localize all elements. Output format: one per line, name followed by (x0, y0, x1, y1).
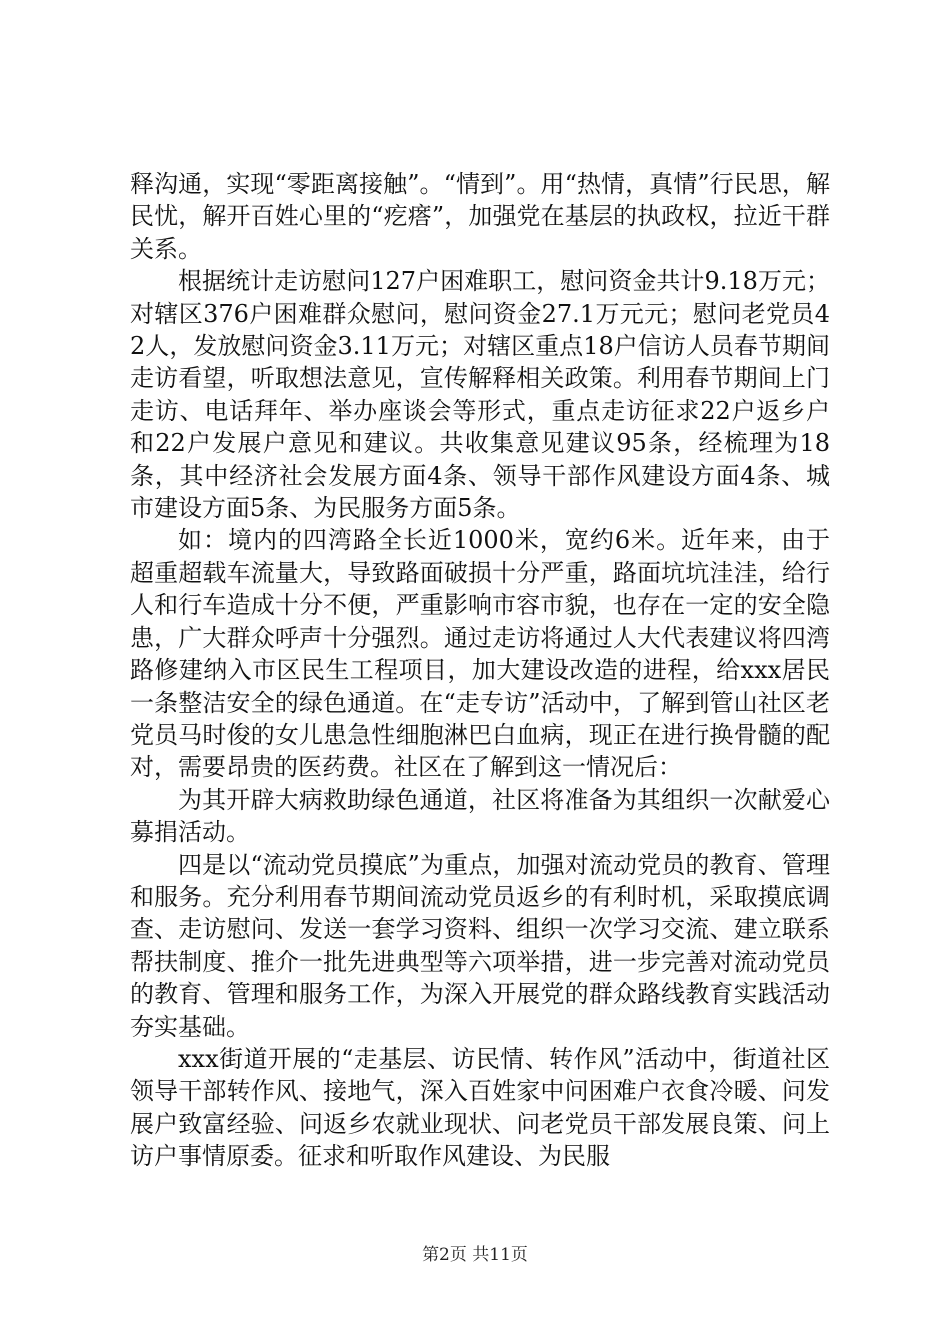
page-footer: 第2页 共11页 (422, 1245, 528, 1265)
document-body (130, 168, 830, 1208)
paragraph-3: 如：境内的四湾路全长近1000米，宽约6米。近年来，由于超重超载车流量大，导致路面破损十分严重，路面坑坑洼洼，给行人和行车造成十分不便，严重影响市容市貌，也存在一定的安全隐患，广大群众呼声十分强烈。通过走访将通过人大代表建议将四湾路修建纳入市区民生工程项目，加大建设改造的进程，给xxx居民一条整洁安全的绿色通道。在“走专访”活动中，了解到管山社区老党员马时俊的女儿患急性细胞淋巴白血病，现正在进行换骨髓的配对，需要昂贵的医药费。社区在了解到这一情况后： (130, 526, 830, 782)
paragraph-2: 根据统计走访慰问127户困难职工，慰问资金共计9.18万元；对辖区376户困难群众慰问，慰问资金27.1万元元；慰问老党员42人，发放慰问资金3.11万元；对辖区重点18户信访人员春节期间走访看望，听取想法意见，宣传解释相关政策。利用春节期间上门走访、电话拜年、举办座谈会等形式，重点走访征求22户返乡户和22户发展户意见和建议。共收集意见建议95条，经梳理为18条，其中经济社会发展方面4条、领导干部作风建设方面4条、城市建设方面5条、为民服务方面5条。 (130, 267, 830, 523)
paragraph-5: 四是以“流动党员摸底”为重点，加强对流动党员的教育、管理和服务。充分利用春节期间流动党员返乡的有利时机，采取摸底调查、走访慰问、发送一套学习资料、组织一次学习交流、建立联系帮扶制度、推介一批先进典型等六项举措，进一步完善对流动党员的教育、管理和服务工作，为深入开展党的群众路线教育实践活动夯实基础。 (130, 850, 830, 1041)
paragraph-1: 释沟通，实现“零距离接触”。“情到”。用“热情，真情”行民思，解民忧，解开百姓心里的“疙瘩”，加强党在基层的执政权，拉近干群关系。 (130, 170, 830, 263)
paragraph-4: 为其开辟大病救助绿色通道，社区将准备为其组织一次献爱心募捐活动。 (130, 785, 830, 847)
paragraph-6: xxx街道开展的“走基层、访民情、转作风”活动中，街道社区领导干部转作风、接地气，深入百姓家中问困难户衣食冷暖、问发展户致富经验、问返乡农就业现状、问老党员干部发展良策、问上访户事情原委。征求和听取作风建设、为民服 (130, 1044, 830, 1171)
